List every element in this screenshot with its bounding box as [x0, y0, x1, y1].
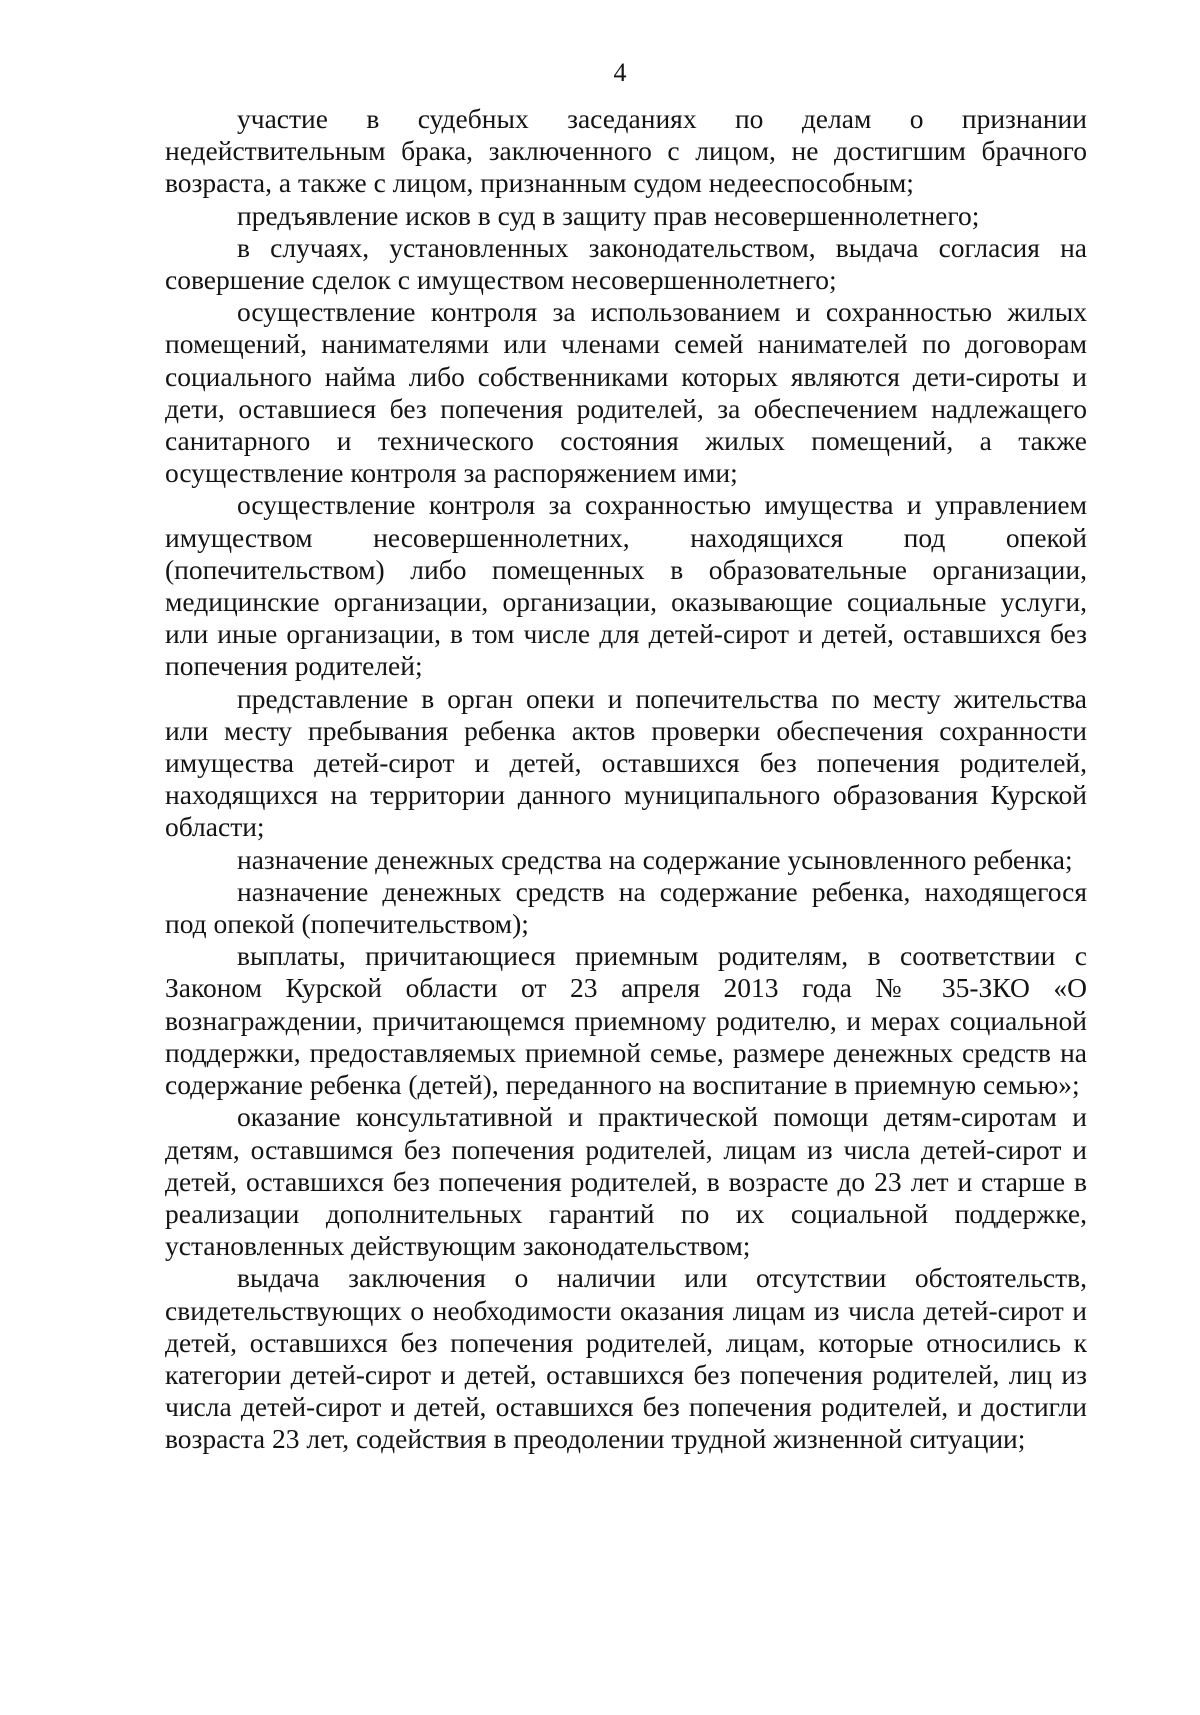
paragraph-conclusion-issuance: выдача заключения о наличии или отсутствии обстоятельств, свидетельствующих о необходимости оказания лицам из числа детей-сирот и детей, оставшихся без попечения родителей, лицам, которые относились к категории детей-сирот и детей, оставшихся без попечения родителей, лиц из числа детей-сирот и детей, оставшихся без попечения родителей, и достигли возраста 23 лет, содействия в преодолении трудной жизненной ситуации;	[165, 1262, 1087, 1455]
page-number: 4	[613, 58, 627, 87]
paragraph-guardianship-funds: назначение денежных средств на содержание ребенка, находящегося под опекой (попечительством);	[165, 875, 1087, 940]
document-body	[165, 103, 1087, 1456]
paragraph-adopted-child-funds: назначение денежных средства на содержание усыновленного ребенка;	[237, 843, 1073, 875]
paragraph-court-marriage: участие в судебных заседаниях по делам о признании недействительным брака, заключенного с лицом, не достигшим брачного возраста, а также с лицом, признанным судом недееспособным;	[165, 103, 1087, 199]
paragraph-consent-transactions: в случаях, установленных законодательством, выдача согласия на совершение сделок с имуществом несовершеннолетнего;	[165, 231, 1087, 296]
paragraph-property-control: осуществление контроля за сохранностью имущества и управлением имуществом несовершеннолетних, находящихся под опекой (попечительством) либо помещенных в образовательные организации, медицинские организации, организации, оказывающие социальные услуги, или иные организации, в том числе для детей-сирот и детей, оставшихся без попечения родителей;	[165, 489, 1087, 682]
paragraph-lawsuits: предъявление исков в суд в защиту прав несовершеннолетнего;	[237, 199, 980, 231]
paragraph-housing-control: осуществление контроля за использованием и сохранностью жилых помещений, нанимателями или членами семей нанимателей по договорам социального найма либо собственниками которых являются дети-сироты и дети, оставшиеся без попечения родителей, за обеспечением надлежащего санитарного и технического состояния жилых помещений, а также осуществление контроля за распоряжением ими;	[165, 296, 1087, 489]
paragraph-inspection-acts: представление в орган опеки и попечительства по месту жительства или месту пребывания ребенка актов проверки обеспечения сохранности имущества детей-сирот и детей, оставшихся без попечения родителей, находящихся на территории данного муниципального образования Курской области;	[165, 682, 1087, 843]
paragraph-consultative-help: оказание консультативной и практической помощи детям-сиротам и детям, оставшимся без попечения родителей, лицам из числа детей-сирот и детей, оставшихся без попечения родителей, в возрасте до 23 лет и старше в реализации дополнительных гарантий по их социальной поддержке, установленных действующим законодательством;	[165, 1101, 1087, 1262]
paragraph-foster-payments: выплаты, причитающиеся приемным родителям, в соответствии с Законом Курской области от 23 апреля 2013 года № 35-ЗКО «О вознаграждении, причитающемся приемному родителю, и мерах социальной поддержки, предоставляемых приемной семье, размере денежных средств на содержание ребенка (детей), переданного на воспитание в приемную семью»;	[165, 940, 1087, 1101]
